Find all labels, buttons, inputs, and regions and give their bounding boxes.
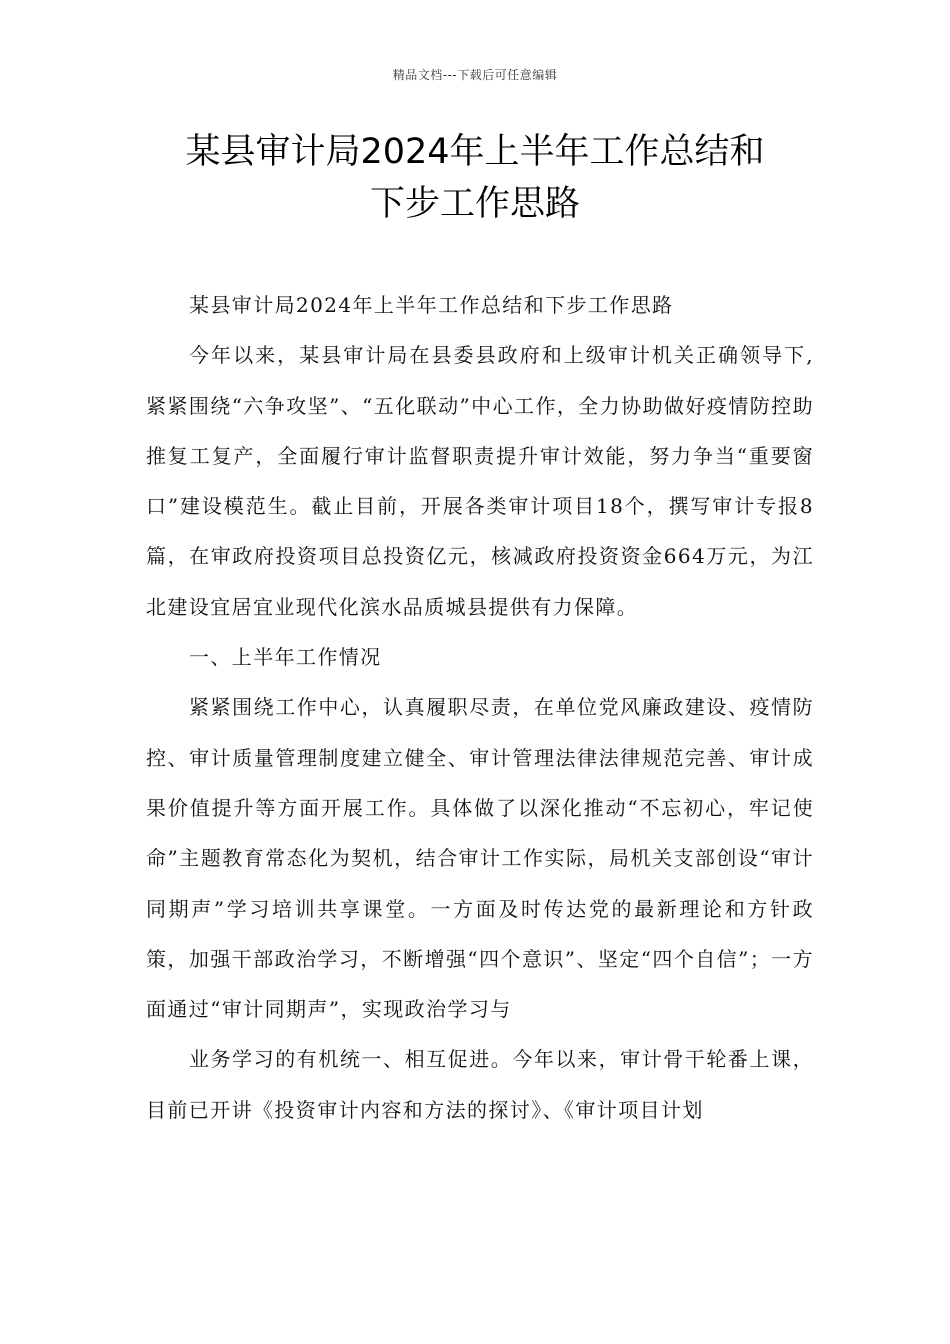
paragraph-study-continued: 业务学习的有机统一、相互促进。今年以来，审计骨干轮番上课，目前已开讲《投资审计内容和方法的探讨》、《审计项目计划 (146, 1047, 814, 1122)
document-body (146, 280, 814, 1135)
document-title (100, 126, 850, 230)
title-line-1: 某县审计局2024年上半年工作总结和 (185, 132, 765, 172)
paragraph-intro: 今年以来，某县审计局在县委县政府和上级审计机关正确领导下,紧紧围绕“六争攻坚”、“五化联动”中心工作，全力协助做好疫情防控助推复工复产，全面履行审计监督职责提升审计效能，努力争当“重要窗口”建设模范生。截止目前，开展各类审计项目18个，撰写审计专报8篇，在审政府投资项目总投资亿元，核减政府投资资金664万元，为江北建设宜居宜业现代化滨水品质城县提供有力保障。 (146, 343, 814, 619)
title-line-2: 下步工作思路 (369, 184, 580, 224)
page-header-note: 精品文档---下载后可任意编辑 (392, 68, 558, 82)
section-heading-1: 一、上半年工作情况 (189, 645, 382, 670)
paragraph-work-overview: 紧紧围绕工作中心，认真履职尽责，在单位党风廉政建设、疫情防控、审计质量管理制度建立健全、审计管理法律法律规范完善、审计成果价值提升等方面开展工作。具体做了以深化推动“不忘初心，牢记使命”主题教育常态化为契机，结合审计工作实际，局机关支部创设“审计同期声”学习培训共享课堂。一方面及时传达党的最新理论和方针政策，加强干部政治学习，不断增强“四个意识”、坚定“四个自信”；一方面通过“审计同期声”，实现政治学习与 (146, 695, 814, 1022)
paragraph-subtitle: 某县审计局2024年上半年工作总结和下步工作思路 (189, 293, 674, 317)
